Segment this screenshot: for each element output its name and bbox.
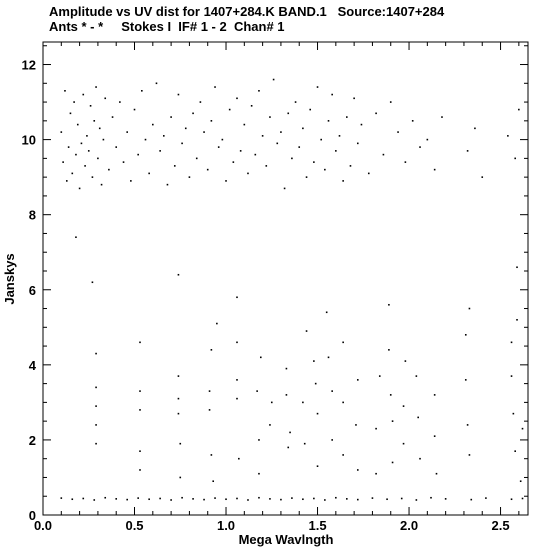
data-point — [335, 497, 337, 499]
data-point — [126, 131, 128, 133]
data-point — [200, 101, 202, 103]
data-point — [95, 443, 97, 445]
data-point — [178, 375, 180, 377]
data-point — [470, 499, 472, 501]
y-tick-label: 8 — [28, 207, 36, 223]
data-point — [75, 154, 77, 156]
data-point — [286, 368, 288, 370]
data-point — [236, 498, 238, 500]
data-point — [139, 409, 141, 411]
data-point — [244, 124, 246, 126]
data-point — [353, 98, 355, 100]
data-point — [163, 135, 165, 137]
y-tick-label: 4 — [28, 357, 36, 373]
data-point — [181, 143, 183, 145]
data-point — [236, 379, 238, 381]
data-point — [139, 469, 141, 471]
data-point — [108, 169, 110, 171]
data-point — [284, 188, 286, 190]
data-point — [357, 499, 359, 501]
chart-subtitle: Ants * - * Stokes I IF# 1 - 2 Chan# 1 — [49, 19, 285, 34]
data-point — [73, 101, 75, 103]
data-point — [434, 394, 436, 396]
data-point — [309, 109, 311, 111]
data-point — [61, 497, 63, 499]
data-point — [141, 90, 143, 92]
data-point — [416, 499, 418, 501]
data-point — [211, 349, 213, 351]
data-point — [211, 454, 213, 456]
data-point — [522, 428, 524, 430]
y-axis-label: Janskys — [2, 253, 17, 305]
data-point — [276, 143, 278, 145]
data-point — [331, 439, 333, 441]
data-point — [260, 357, 262, 359]
data-point — [265, 165, 267, 167]
data-point — [375, 113, 377, 115]
x-tick-label: 2.0 — [399, 518, 419, 533]
data-point — [388, 349, 390, 351]
data-point — [218, 146, 220, 148]
data-point — [152, 124, 154, 126]
data-point — [178, 274, 180, 276]
data-point — [291, 158, 293, 160]
data-point — [313, 360, 315, 362]
data-point — [355, 424, 357, 426]
data-point — [99, 128, 101, 130]
data-point — [82, 498, 84, 500]
data-point — [134, 109, 136, 111]
data-point — [247, 173, 249, 175]
data-point — [104, 98, 106, 100]
data-point — [90, 105, 92, 107]
data-point — [372, 497, 374, 499]
data-point — [179, 443, 181, 445]
data-point — [225, 180, 227, 182]
y-tick-label: 10 — [21, 132, 36, 148]
x-tick-label: 2.5 — [491, 518, 510, 533]
data-point — [342, 454, 344, 456]
data-point — [302, 128, 304, 130]
data-point — [112, 116, 114, 118]
data-point — [139, 342, 141, 344]
data-point — [70, 113, 72, 115]
x-axis-label: Mega Wavlngth — [238, 532, 334, 547]
data-point — [375, 473, 377, 475]
data-point — [467, 150, 469, 152]
data-point — [514, 158, 516, 160]
data-point — [222, 139, 224, 141]
data-point — [84, 165, 86, 167]
data-point — [130, 180, 132, 182]
data-point — [214, 497, 216, 499]
data-point — [95, 424, 97, 426]
data-point — [255, 154, 257, 156]
data-point — [328, 357, 330, 359]
data-point — [342, 180, 344, 182]
data-point — [115, 498, 117, 500]
data-point — [145, 139, 147, 141]
data-point — [331, 94, 333, 96]
data-point — [513, 413, 515, 415]
data-point — [123, 161, 125, 163]
data-point — [192, 498, 194, 500]
chart-title: Amplitude vs UV dist for 1407+284.K BAND.1 Source:1407+284 — [49, 4, 445, 19]
data-point — [467, 424, 469, 426]
data-point — [77, 124, 79, 126]
data-point — [304, 443, 306, 445]
data-point — [379, 375, 381, 377]
data-point — [511, 342, 513, 344]
data-point — [313, 498, 315, 500]
data-point — [236, 98, 238, 100]
data-point — [287, 447, 289, 449]
data-point — [62, 161, 64, 163]
data-point — [416, 375, 418, 377]
data-point — [313, 161, 315, 163]
data-point — [441, 116, 443, 118]
data-point — [269, 498, 271, 500]
data-point — [68, 146, 70, 148]
x-tick-label: 1.5 — [308, 518, 327, 533]
data-point — [324, 169, 326, 171]
data-point — [95, 86, 97, 88]
data-point — [104, 497, 106, 499]
data-point — [286, 394, 288, 396]
data-point — [192, 113, 194, 115]
data-point — [93, 120, 95, 122]
data-point — [170, 499, 172, 501]
data-point — [403, 443, 405, 445]
data-point — [302, 498, 304, 500]
data-point — [95, 387, 97, 389]
data-point — [179, 477, 181, 479]
data-point — [81, 143, 83, 145]
data-point — [159, 150, 161, 152]
data-point — [522, 498, 524, 500]
data-point — [92, 176, 94, 178]
data-point — [101, 184, 103, 186]
data-point — [251, 105, 253, 107]
data-point — [170, 116, 172, 118]
data-point — [324, 499, 326, 501]
data-point — [346, 498, 348, 500]
data-point — [287, 113, 289, 115]
data-point — [271, 402, 273, 404]
data-point — [368, 173, 370, 175]
y-tick-label: 6 — [28, 282, 36, 298]
data-point — [405, 161, 407, 163]
data-point — [92, 281, 94, 283]
data-point — [148, 498, 150, 500]
data-point — [137, 497, 139, 499]
data-point — [335, 150, 337, 152]
data-point — [342, 342, 344, 344]
data-point — [236, 342, 238, 344]
data-point — [405, 360, 407, 362]
data-point — [97, 158, 99, 160]
data-point — [75, 236, 77, 238]
data-point — [412, 120, 414, 122]
data-point — [236, 296, 238, 298]
y-axis — [22, 46, 528, 523]
data-point — [203, 131, 205, 133]
data-point — [485, 497, 487, 499]
data-point — [520, 480, 522, 482]
data-point — [401, 498, 403, 500]
data-point — [392, 462, 394, 464]
data-point — [518, 109, 520, 111]
data-point — [82, 94, 84, 96]
data-point — [289, 432, 291, 434]
data-point — [427, 139, 429, 141]
data-point — [212, 480, 214, 482]
data-point — [233, 161, 235, 163]
data-point — [189, 176, 191, 178]
data-point — [419, 458, 421, 460]
data-point — [511, 498, 513, 500]
data-point — [469, 308, 471, 310]
data-point — [64, 90, 66, 92]
data-point — [93, 499, 95, 501]
data-point — [178, 413, 180, 415]
data-point — [207, 169, 209, 171]
data-point — [258, 497, 260, 499]
data-points — [61, 79, 524, 501]
data-point — [256, 390, 258, 392]
data-point — [262, 135, 264, 137]
data-point — [357, 469, 359, 471]
data-point — [159, 498, 161, 500]
data-point — [430, 497, 432, 499]
data-point — [269, 116, 271, 118]
data-point — [516, 266, 518, 268]
data-point — [139, 390, 141, 392]
data-point — [436, 473, 438, 475]
data-point — [196, 158, 198, 160]
data-point — [247, 499, 249, 501]
data-point — [95, 353, 97, 355]
data-point — [361, 124, 363, 126]
data-point — [445, 498, 447, 500]
data-point — [139, 450, 141, 452]
data-point — [346, 116, 348, 118]
data-point — [434, 169, 436, 171]
data-point — [126, 499, 128, 501]
data-point — [339, 135, 341, 137]
data-point — [209, 390, 211, 392]
data-point — [71, 498, 73, 500]
data-point — [481, 176, 483, 178]
data-point — [238, 458, 240, 460]
y-tick-label: 2 — [28, 432, 36, 448]
data-point — [511, 375, 513, 377]
data-point — [181, 497, 183, 499]
data-point — [211, 120, 213, 122]
data-point — [465, 334, 467, 336]
data-point — [390, 101, 392, 103]
data-point — [306, 330, 308, 332]
data-point — [320, 139, 322, 141]
data-point — [156, 82, 158, 84]
data-point — [295, 101, 297, 103]
data-point — [167, 184, 169, 186]
data-point — [317, 413, 319, 415]
data-point — [397, 131, 399, 133]
data-point — [434, 435, 436, 437]
data-point — [302, 402, 304, 404]
data-point — [386, 498, 388, 500]
data-point — [326, 311, 328, 313]
x-tick-label: 0.0 — [33, 518, 53, 533]
data-point — [137, 154, 139, 156]
data-point — [61, 131, 63, 133]
x-tick-label: 1.0 — [216, 518, 236, 533]
data-point — [214, 86, 216, 88]
data-point — [516, 319, 518, 321]
x-axis — [34, 42, 519, 533]
data-point — [469, 454, 471, 456]
data-point — [103, 139, 105, 141]
data-point — [79, 188, 81, 190]
data-point — [291, 497, 293, 499]
data-point — [317, 465, 319, 467]
data-point — [331, 390, 333, 392]
data-point — [216, 323, 218, 325]
data-point — [280, 499, 282, 501]
data-point — [342, 402, 344, 404]
data-point — [474, 128, 476, 130]
data-point — [185, 128, 187, 130]
data-point — [71, 173, 73, 175]
x-tick-label: 0.5 — [125, 518, 144, 533]
data-point — [240, 150, 242, 152]
data-point — [178, 94, 180, 96]
data-point — [258, 90, 260, 92]
data-point — [507, 135, 509, 137]
plot-frame — [43, 42, 528, 515]
data-point — [298, 146, 300, 148]
data-point — [258, 439, 260, 441]
data-point — [306, 176, 308, 178]
data-point — [86, 135, 88, 137]
data-point — [417, 417, 419, 419]
data-point — [269, 424, 271, 426]
data-point — [174, 165, 176, 167]
data-point — [95, 405, 97, 407]
data-point — [236, 398, 238, 400]
data-point — [88, 150, 90, 152]
data-point — [178, 398, 180, 400]
data-point — [350, 165, 352, 167]
data-point — [258, 473, 260, 475]
data-point — [514, 450, 516, 452]
data-point — [203, 499, 205, 501]
data-point — [119, 101, 121, 103]
data-point — [357, 143, 359, 145]
data-point — [328, 120, 330, 122]
data-point — [280, 131, 282, 133]
data-point — [465, 379, 467, 381]
data-point — [66, 180, 68, 182]
data-point — [392, 420, 394, 422]
data-point — [375, 428, 377, 430]
data-point — [390, 394, 392, 396]
data-point — [419, 146, 421, 148]
data-point — [229, 109, 231, 111]
y-tick-label: 12 — [21, 57, 36, 73]
data-point — [357, 379, 359, 381]
data-point — [403, 405, 405, 407]
data-point — [225, 498, 227, 500]
data-point — [148, 173, 150, 175]
data-point — [273, 79, 275, 81]
data-point — [315, 383, 317, 385]
data-point — [115, 146, 117, 148]
data-point — [209, 409, 211, 411]
data-point — [317, 86, 319, 88]
y-tick-label: 0 — [28, 508, 36, 523]
data-point — [388, 304, 390, 306]
data-point — [383, 154, 385, 156]
